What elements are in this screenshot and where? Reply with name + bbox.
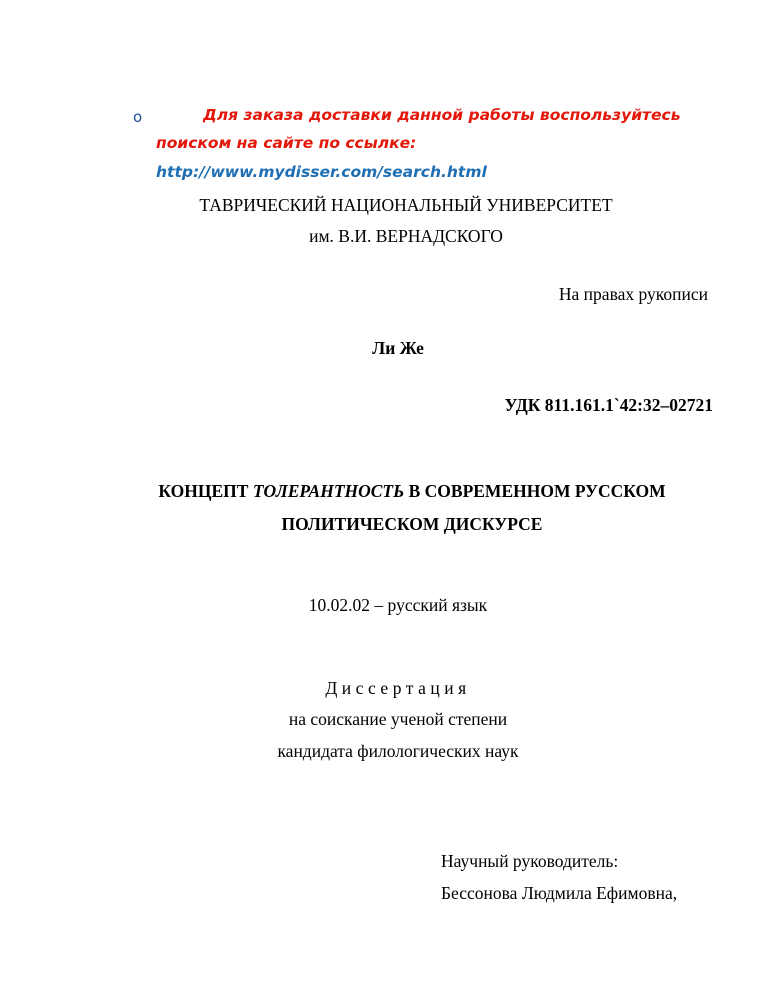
rights-note: На правах рукописи (558, 284, 708, 304)
degree-line-1: на соискание ученой степени (288, 709, 508, 729)
promo-line-1: Для заказа доставки данной работы воспользуйтесь (203, 106, 681, 124)
institution-named-after: им. В.И. ВЕРНАДСКОГО (309, 226, 503, 246)
document-type: Диссертация (325, 678, 471, 698)
udk-code: УДК 811.161.1`42:32–02721 (504, 395, 713, 415)
degree-line-2: кандидата филологических наук (277, 741, 519, 761)
author-name: Ли Же (372, 338, 424, 358)
list-bullet-icon: o (133, 108, 143, 126)
promo-search-link[interactable]: http://www.mydisser.com/search.html (156, 163, 487, 181)
institution-name: ТАВРИЧЕСКИЙ НАЦИОНАЛЬНЫЙ УНИВЕРСИТЕТ (199, 195, 613, 215)
title-prefix: КОНЦЕПТ (158, 481, 253, 501)
supervisor-label: Научный руководитель: (441, 851, 619, 871)
dissertation-title-line-2: ПОЛИТИЧЕСКОМ ДИСКУРСЕ (281, 514, 543, 534)
supervisor-name: Бессонова Людмила Ефимовна, (441, 883, 678, 903)
specialty-code: 10.02.02 – русский язык (308, 595, 488, 615)
title-suffix: В СОВРЕМЕННОМ РУССКОМ (404, 481, 666, 501)
title-italic-term: ТОЛЕРАНТНОСТЬ (252, 481, 405, 501)
promo-line-2: поиском на сайте по ссылке: (156, 134, 417, 152)
dissertation-title-line-1 (28, 481, 768, 502)
